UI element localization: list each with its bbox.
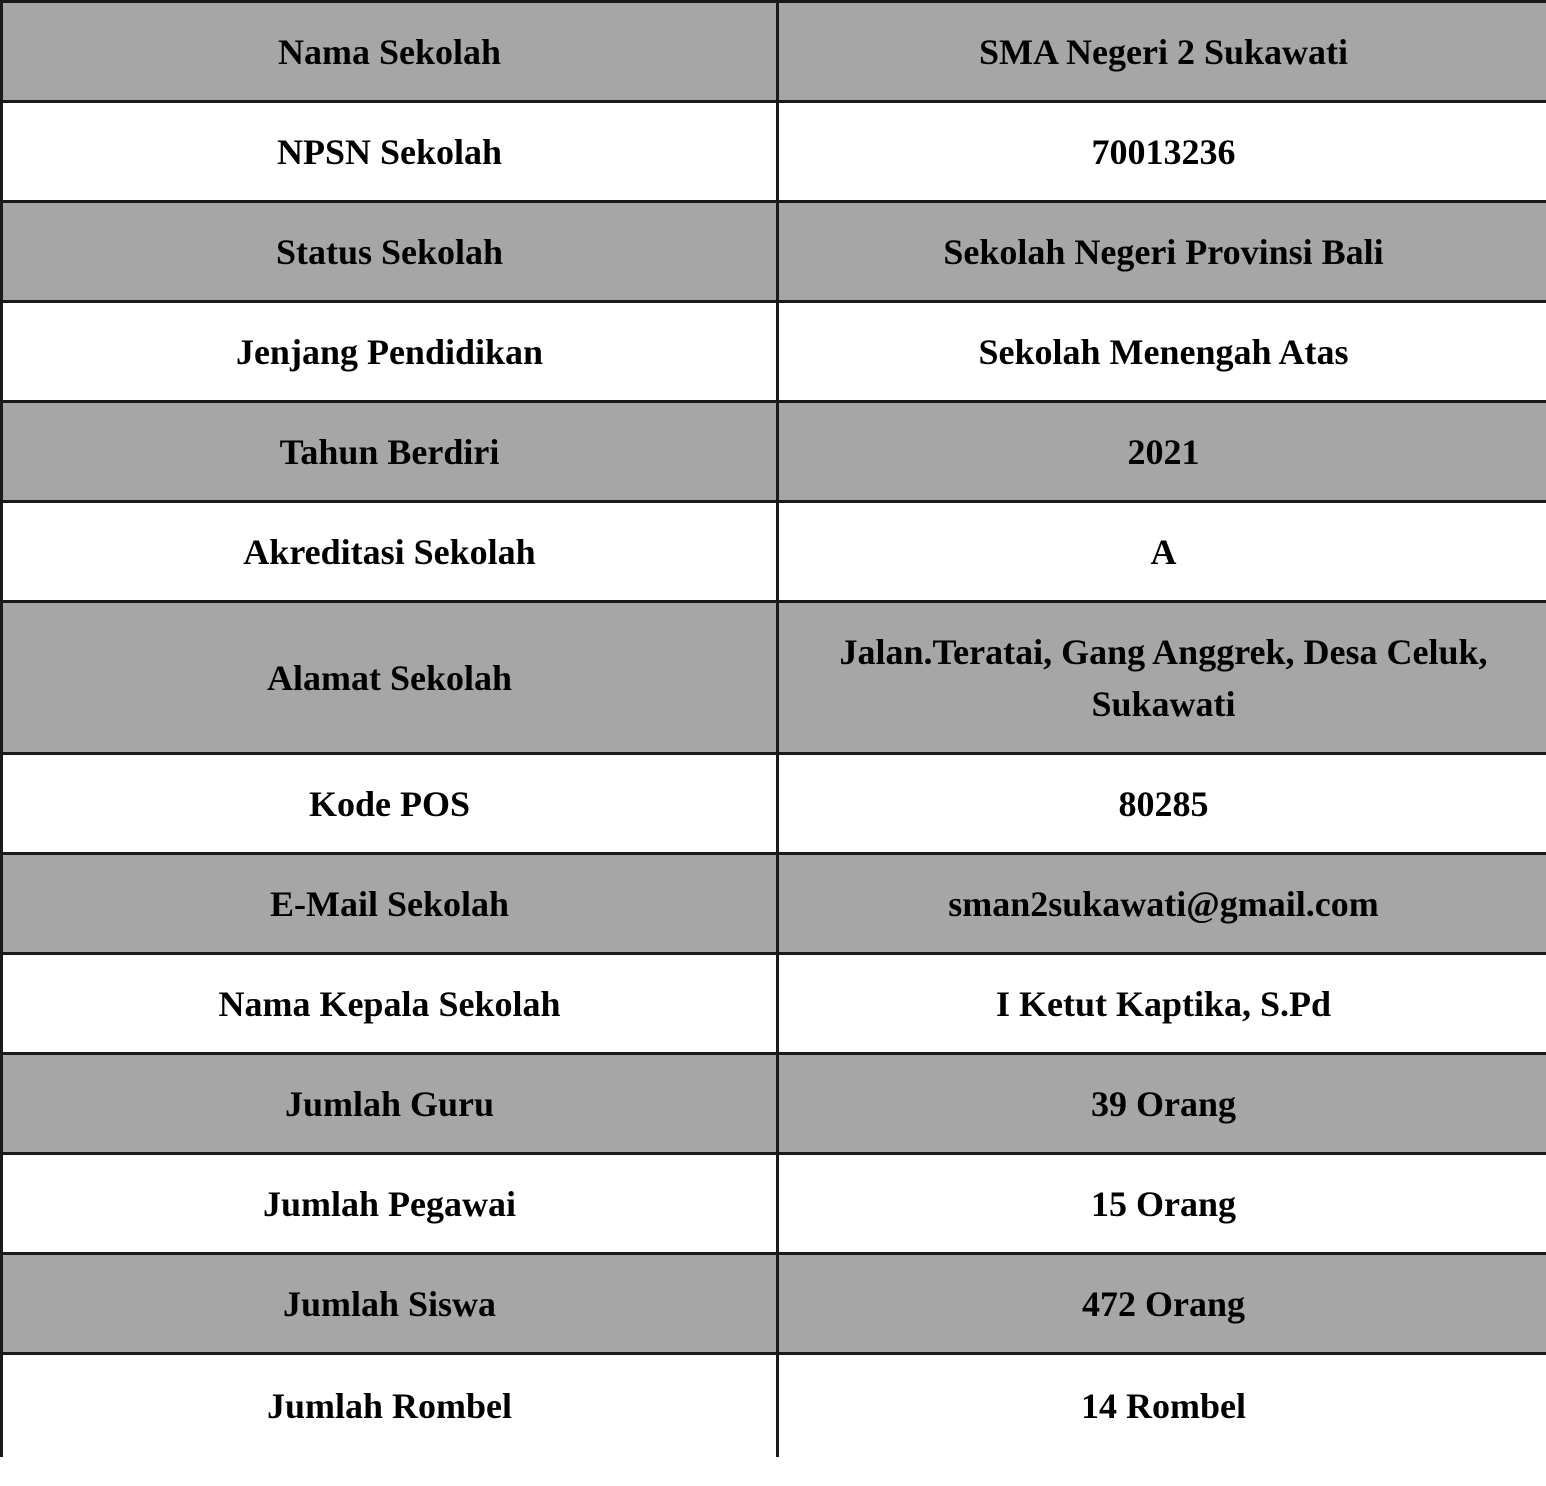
- value-alamat-sekolah: Jalan.Teratai, Gang Anggrek, Desa Celuk, Sukawati: [778, 602, 1546, 754]
- label-akreditasi-sekolah: Akreditasi Sekolah: [2, 502, 778, 602]
- label-kode-pos: Kode POS: [2, 754, 778, 854]
- label-jumlah-guru: Jumlah Guru: [2, 1054, 778, 1154]
- label-tahun-berdiri: Tahun Berdiri: [2, 402, 778, 502]
- label-jumlah-pegawai: Jumlah Pegawai: [2, 1154, 778, 1254]
- value-tahun-berdiri: 2021: [778, 402, 1546, 502]
- row-npsn-sekolah: [2, 102, 1546, 202]
- value-jumlah-siswa: 472 Orang: [778, 1254, 1546, 1354]
- value-npsn-sekolah: 70013236: [778, 102, 1546, 202]
- value-status-sekolah: Sekolah Negeri Provinsi Bali: [778, 202, 1546, 302]
- label-jumlah-rombel: Jumlah Rombel: [2, 1354, 778, 1458]
- label-nama-kepala-sekolah: Nama Kepala Sekolah: [2, 954, 778, 1054]
- row-status-sekolah: [2, 202, 1546, 302]
- value-email-sekolah: sman2sukawati@gmail.com: [778, 854, 1546, 954]
- row-jumlah-rombel: [2, 1354, 1546, 1458]
- label-alamat-sekolah: Alamat Sekolah: [2, 602, 778, 754]
- row-tahun-berdiri: [2, 402, 1546, 502]
- label-jenjang-pendidikan: Jenjang Pendidikan: [2, 302, 778, 402]
- row-jumlah-guru: [2, 1054, 1546, 1154]
- value-kode-pos: 80285: [778, 754, 1546, 854]
- value-nama-kepala-sekolah: I Ketut Kaptika, S.Pd: [778, 954, 1546, 1054]
- label-nama-sekolah: Nama Sekolah: [2, 2, 778, 102]
- row-email-sekolah: [2, 854, 1546, 954]
- label-jumlah-siswa: Jumlah Siswa: [2, 1254, 778, 1354]
- value-nama-sekolah: SMA Negeri 2 Sukawati: [778, 2, 1546, 102]
- value-jumlah-rombel: 14 Rombel: [778, 1354, 1546, 1458]
- value-jumlah-guru: 39 Orang: [778, 1054, 1546, 1154]
- row-jumlah-pegawai: [2, 1154, 1546, 1254]
- row-alamat-sekolah: [2, 602, 1546, 754]
- row-akreditasi-sekolah: [2, 502, 1546, 602]
- row-nama-sekolah: [2, 2, 1546, 102]
- label-status-sekolah: Status Sekolah: [2, 202, 778, 302]
- label-email-sekolah: E-Mail Sekolah: [2, 854, 778, 954]
- row-nama-kepala-sekolah: [2, 954, 1546, 1054]
- row-jenjang-pendidikan: [2, 302, 1546, 402]
- row-jumlah-siswa: [2, 1254, 1546, 1354]
- label-npsn-sekolah: NPSN Sekolah: [2, 102, 778, 202]
- row-kode-pos: [2, 754, 1546, 854]
- value-jenjang-pendidikan: Sekolah Menengah Atas: [778, 302, 1546, 402]
- value-jumlah-pegawai: 15 Orang: [778, 1154, 1546, 1254]
- value-akreditasi-sekolah: A: [778, 502, 1546, 602]
